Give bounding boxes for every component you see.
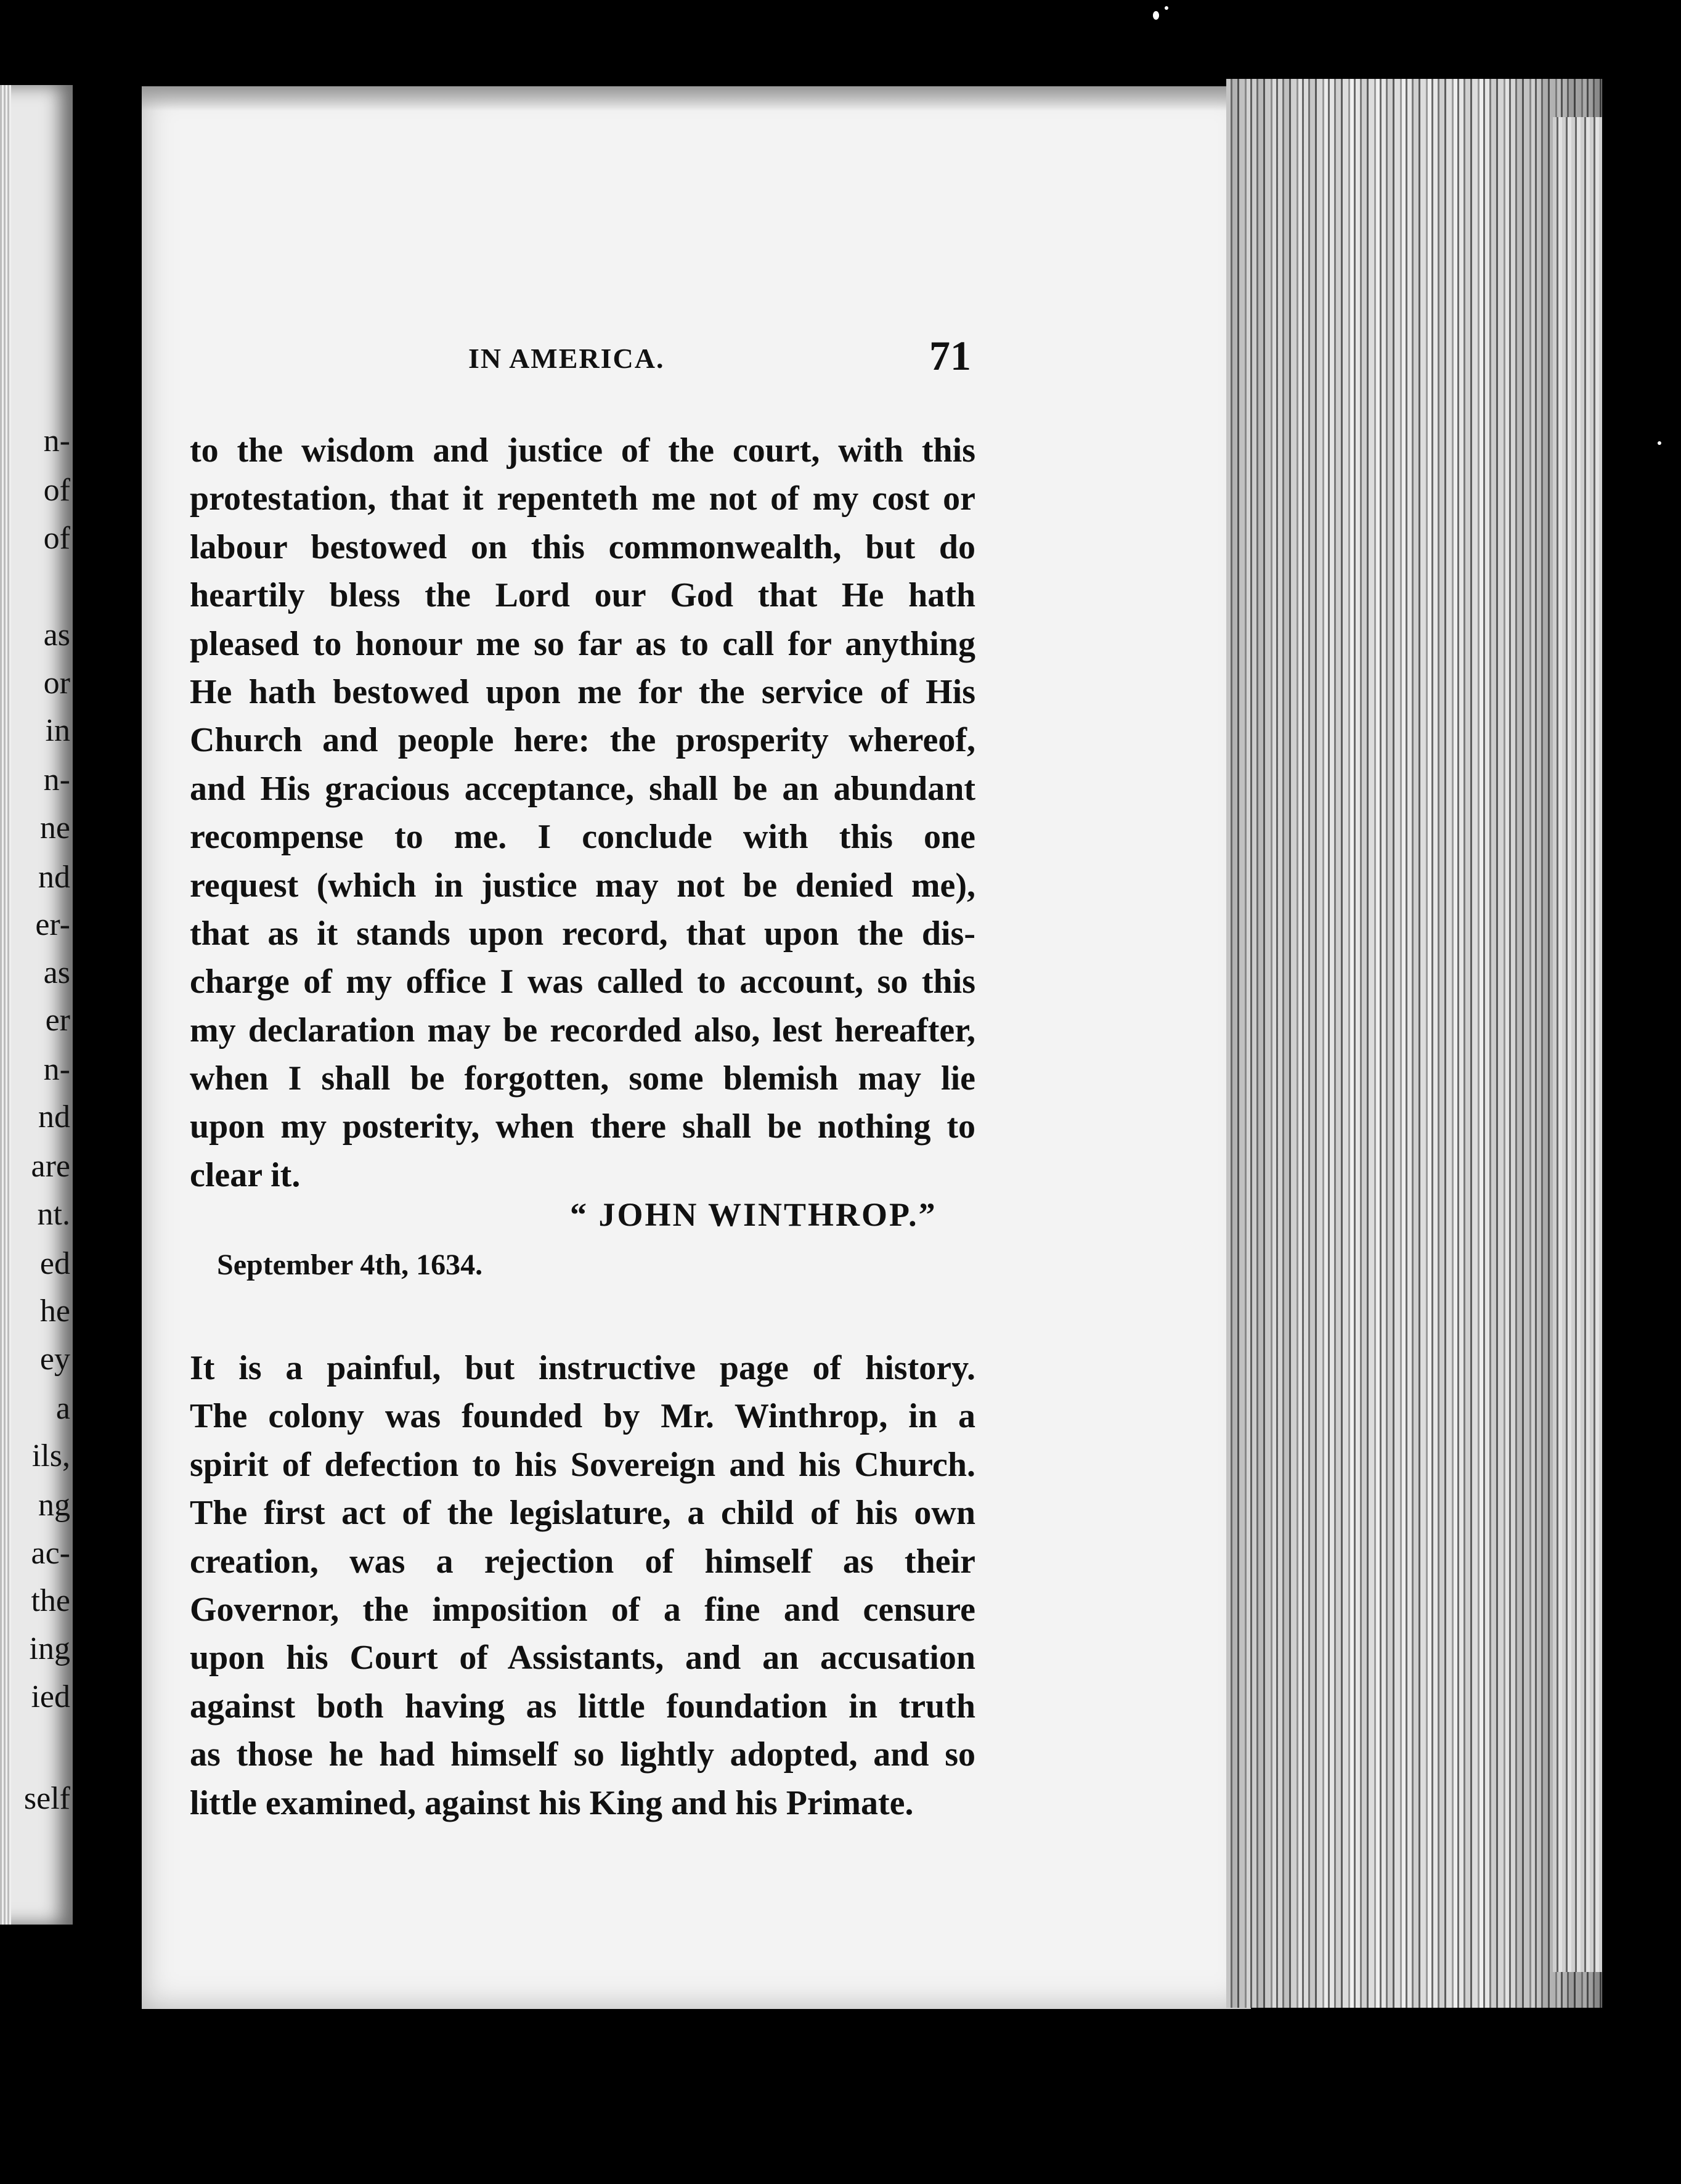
page-number: 71 [929, 332, 971, 379]
left-page-fragment: nd [38, 1099, 70, 1135]
left-page-fragment: a [55, 1391, 70, 1426]
text-line: and His gracious acceptance, shall be an abundant [190, 769, 975, 808]
left-page-fragment: ac- [31, 1536, 70, 1571]
text-line: to the wisdom and justice of the court, with this [190, 431, 975, 470]
text-line: heartily bless the Lord our God that He hath [190, 576, 975, 615]
left-page-fragment: ing [29, 1631, 70, 1666]
left-page-fragment: as [43, 955, 70, 990]
left-page-fragment: ey [39, 1342, 70, 1377]
text-line: Governor, the imposition of a fine and censure [190, 1590, 975, 1629]
letter-text [190, 426, 975, 1199]
text-line: clear it. [190, 1155, 301, 1194]
text-line: little examined, against his King and his Primate. [190, 1783, 914, 1822]
left-page-fragment: of [43, 521, 70, 556]
left-page-fragment: or [43, 666, 70, 701]
scan-speck [1658, 441, 1661, 445]
text-line: against both having as little foundation in truth [190, 1687, 975, 1726]
body-paragraph [190, 1344, 975, 1827]
text-line: spirit of defection to his Sovereign and his Church. [190, 1445, 975, 1484]
text-line: upon his Court of Assistants, and an accusation [190, 1639, 975, 1677]
left-page-fragment: n- [43, 423, 70, 458]
text-line: upon my posterity, when there shall be nothing to [190, 1107, 975, 1146]
left-page-fragment: nd [38, 860, 70, 895]
scan-speck [1165, 6, 1168, 10]
left-page-fragment: of [43, 473, 70, 508]
text-line: charge of my office I was called to account, so this [190, 963, 975, 1001]
left-page-fragment: in [45, 713, 70, 748]
page-edges-stack [1226, 79, 1602, 2008]
scan-speck [1153, 11, 1159, 20]
text-line: my declaration may be recorded also, lest hereafter, [190, 1011, 975, 1049]
left-page-fragment: n- [43, 1052, 70, 1087]
text-line: protestation, that it repenteth me not of my cost or [190, 479, 975, 518]
text-line: He hath bestowed upon me for the service of His [190, 672, 975, 711]
text-line: It is a painful, but instructive page of history. [190, 1349, 975, 1387]
left-page-fragment: the [31, 1583, 70, 1618]
text-line: The first act of the legislature, a child of his own [190, 1494, 975, 1533]
left-page-fragment: self [23, 1781, 70, 1816]
left-page-fragment: er- [35, 907, 70, 942]
left-page-fragment: ied [31, 1679, 70, 1714]
text-line: when I shall be forgotten, some blemish may lie [190, 1059, 975, 1098]
text-line: creation, was a rejection of himself as their [190, 1542, 975, 1581]
running-head: IN AMERICA. [468, 343, 665, 374]
page-edges-outer [1553, 117, 1602, 1972]
left-page-fragment: n- [43, 762, 70, 797]
left-page-fragment: ed [39, 1246, 70, 1281]
text-line: that as it stands upon record, that upon the dis- [190, 914, 975, 953]
signature: “ JOHN WINTHROP.” [570, 1196, 937, 1233]
left-page-fragment: as [43, 617, 70, 653]
page-top-shadow [142, 86, 1251, 111]
dateline: September 4th, 1634. [217, 1249, 483, 1281]
text-line: as those he had himself so lightly adopted, and so [190, 1735, 975, 1774]
text-line: recompense to me. I conclude with this one [190, 818, 975, 857]
left-page-fragment: er [45, 1003, 70, 1038]
left-page-fragment: nt. [37, 1197, 70, 1232]
text-line: pleased to honour me so far as to call for anything [190, 624, 975, 663]
text-line: request (which in justice may not be denied me), [190, 866, 975, 905]
left-page-fragment: he [39, 1294, 70, 1329]
text-line: Church and people here: the prosperity whereof, [190, 721, 975, 760]
left-page-fragment: ne [39, 810, 70, 845]
left-page-fragment: ils, [31, 1438, 70, 1473]
text-line: labour bestowed on this commonwealth, but do [190, 528, 975, 566]
left-page-fragment: ng [38, 1488, 70, 1523]
left-page-fragment: are [31, 1149, 70, 1184]
text-line: The colony was founded by Mr. Winthrop, in a [190, 1397, 975, 1436]
